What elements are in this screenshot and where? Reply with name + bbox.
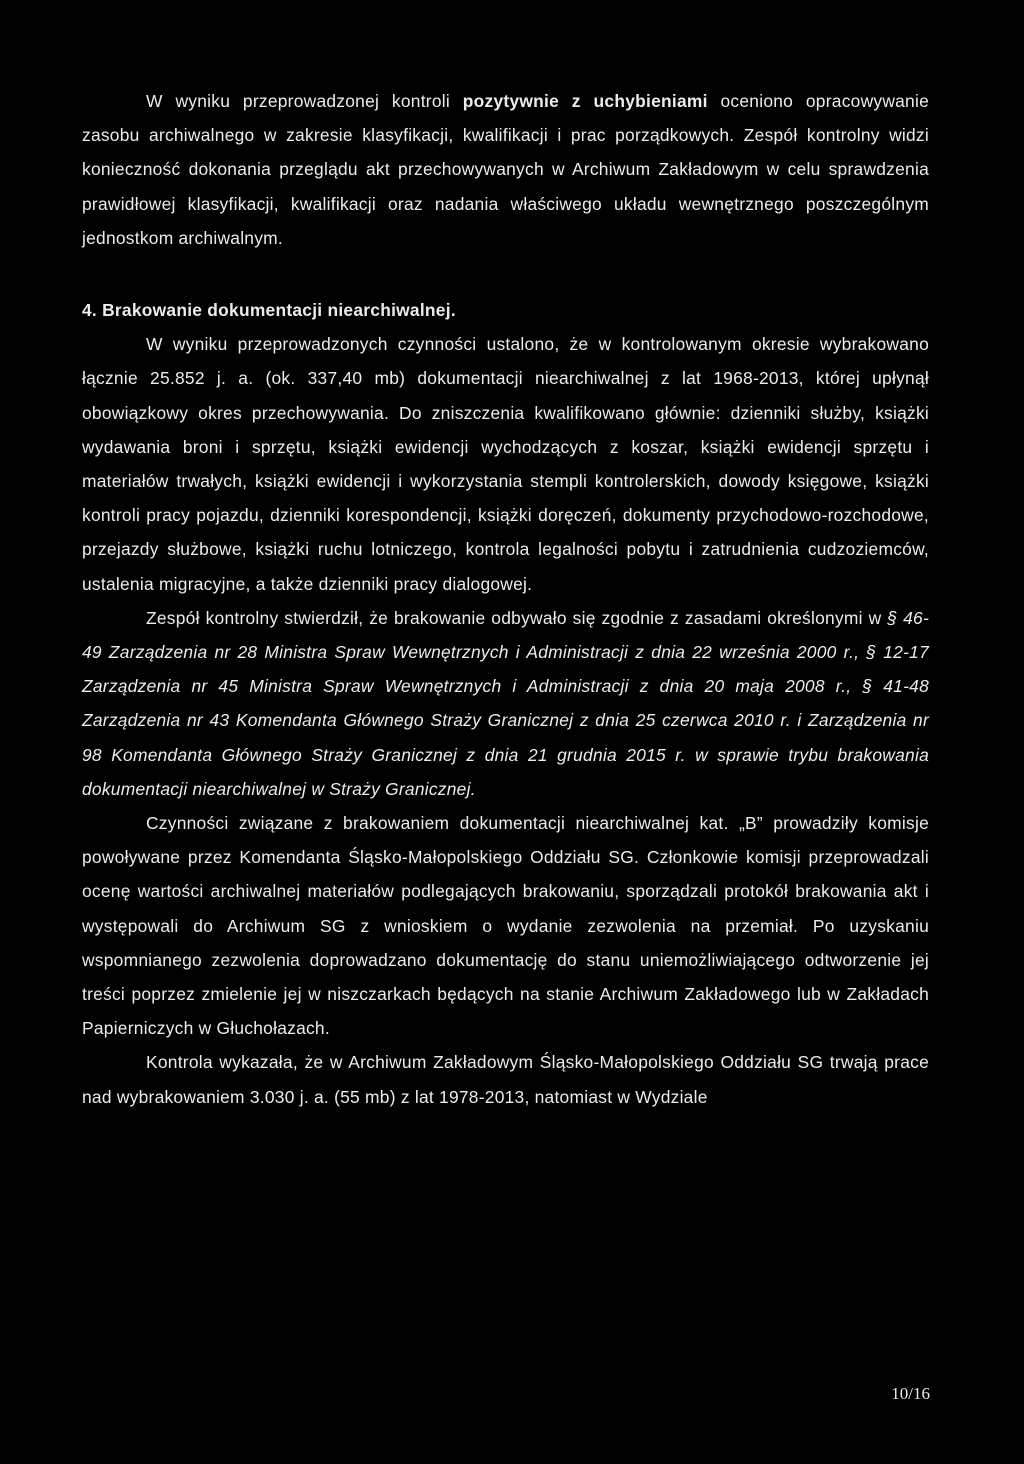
document-page (82, 84, 929, 1114)
paragraph-text: Zespół kontrolny stwierdził, że brakowanie odbywało się zgodnie z zasadami określonymi w (146, 607, 888, 628)
paragraph-text: oceniono opracowywanie zasobu archiwalnego w zakresie klasyfikacji, kwalifikacji i prac porządkowych. Zespół kontrolny widzi konieczność dokonania przeglądu akt przechowywanych w Archiwum Zakładowym w celu sprawdzenia prawidłowej klasyfikacji, kwalifikacji oraz nadania właściwego układu wewnętrznego poszczególnym jednostkom archiwalnym. (82, 91, 930, 248)
legal-references: § 46-49 Zarządzenia nr 28 Ministra Spraw Wewnętrznych i Administracji z dnia 22 września 2000 r., § 12-17 Zarządzenia nr 45 Ministra Spraw Wewnętrznych i Administracji z dnia 20 maja 2008 r., § 41-48 Zarządzenia nr 43 Komendanta Głównego Straży Granicznej z dnia 25 czerwca 2010 r. i Zarządzenia nr 98 Komendanta Głównego Straży Granicznej z dnia 21 grudnia 2015 r. w sprawie trybu brakowania dokumentacji niearchiwalnej w Straży Granicznej. (82, 607, 929, 799)
paragraph-ongoing-work: Kontrola wykazała, że w Archiwum Zakładowym Śląsko-Małopolskiego Oddziału SG trwają prace nad wybrakowaniem 3.030 j. a. (55 mb) z lat 1978-2013, natomiast w Wydziale (82, 1052, 929, 1107)
page-number: 10/16 (891, 1384, 930, 1403)
paragraph-conclusion (82, 84, 929, 255)
paragraph-commission: Czynności związane z brakowaniem dokumentacji niearchiwalnej kat. „B” prowadziły komisje powoływane przez Komendanta Śląsko-Małopolskiego Oddziału SG. Członkowie komisji przeprowadzali ocenę wartości archiwalnej materiałów podlegających brakowaniu, sporządzali protokół brakowania akt i występowali do Archiwum SG z wnioskiem o wydanie zezwolenia na przemiał. Po uzyskaniu wspomnianego zezwolenia doprowadzano dokumentację do stanu uniemożliwiającego odtworzenie jej treści poprzez zmielenie jej w niszczarkach będących na stanie Archiwum Zakładowego lub w Zakładach Papierniczych w Głuchołazach. (82, 813, 929, 1039)
paragraph-legal-basis (82, 601, 929, 806)
evaluation-result: pozytywnie z uchybieniami (462, 91, 708, 111)
section-heading: 4. Brakowanie dokumentacji niearchiwalnej. (82, 300, 456, 321)
paragraph-destruction-summary: W wyniku przeprowadzonych czynności ustalono, że w kontrolowanym okresie wybrakowano łącznie 25.852 j. a. (ok. 337,40 mb) dokumentacji niearchiwalnej z lat 1968-2013, której upłynął obowiązkowy okres przechowywania. Do zniszczenia kwalifikowano głównie: dzienniki służby, książki wydawania broni i sprzętu, książki ewidencji wychodzących z koszar, książki ewidencji sprzętu i materiałów trwałych, książki ewidencji i wykorzystania stempli kontrolerskich, dowody księgowe, książki kontroli pracy pojazdu, dzienniki korespondencji, książki doręczeń, dokumenty przychodowo-rozchodowe, przejazdy służbowe, książki ruchu lotniczego, kontrola legalności pobytu i zatrudnienia cudzoziemców, ustalenia migracyjne, a także dzienniki pracy dialogowej. (82, 334, 929, 594)
paragraph-text: W wyniku przeprowadzonej kontroli (146, 91, 463, 111)
